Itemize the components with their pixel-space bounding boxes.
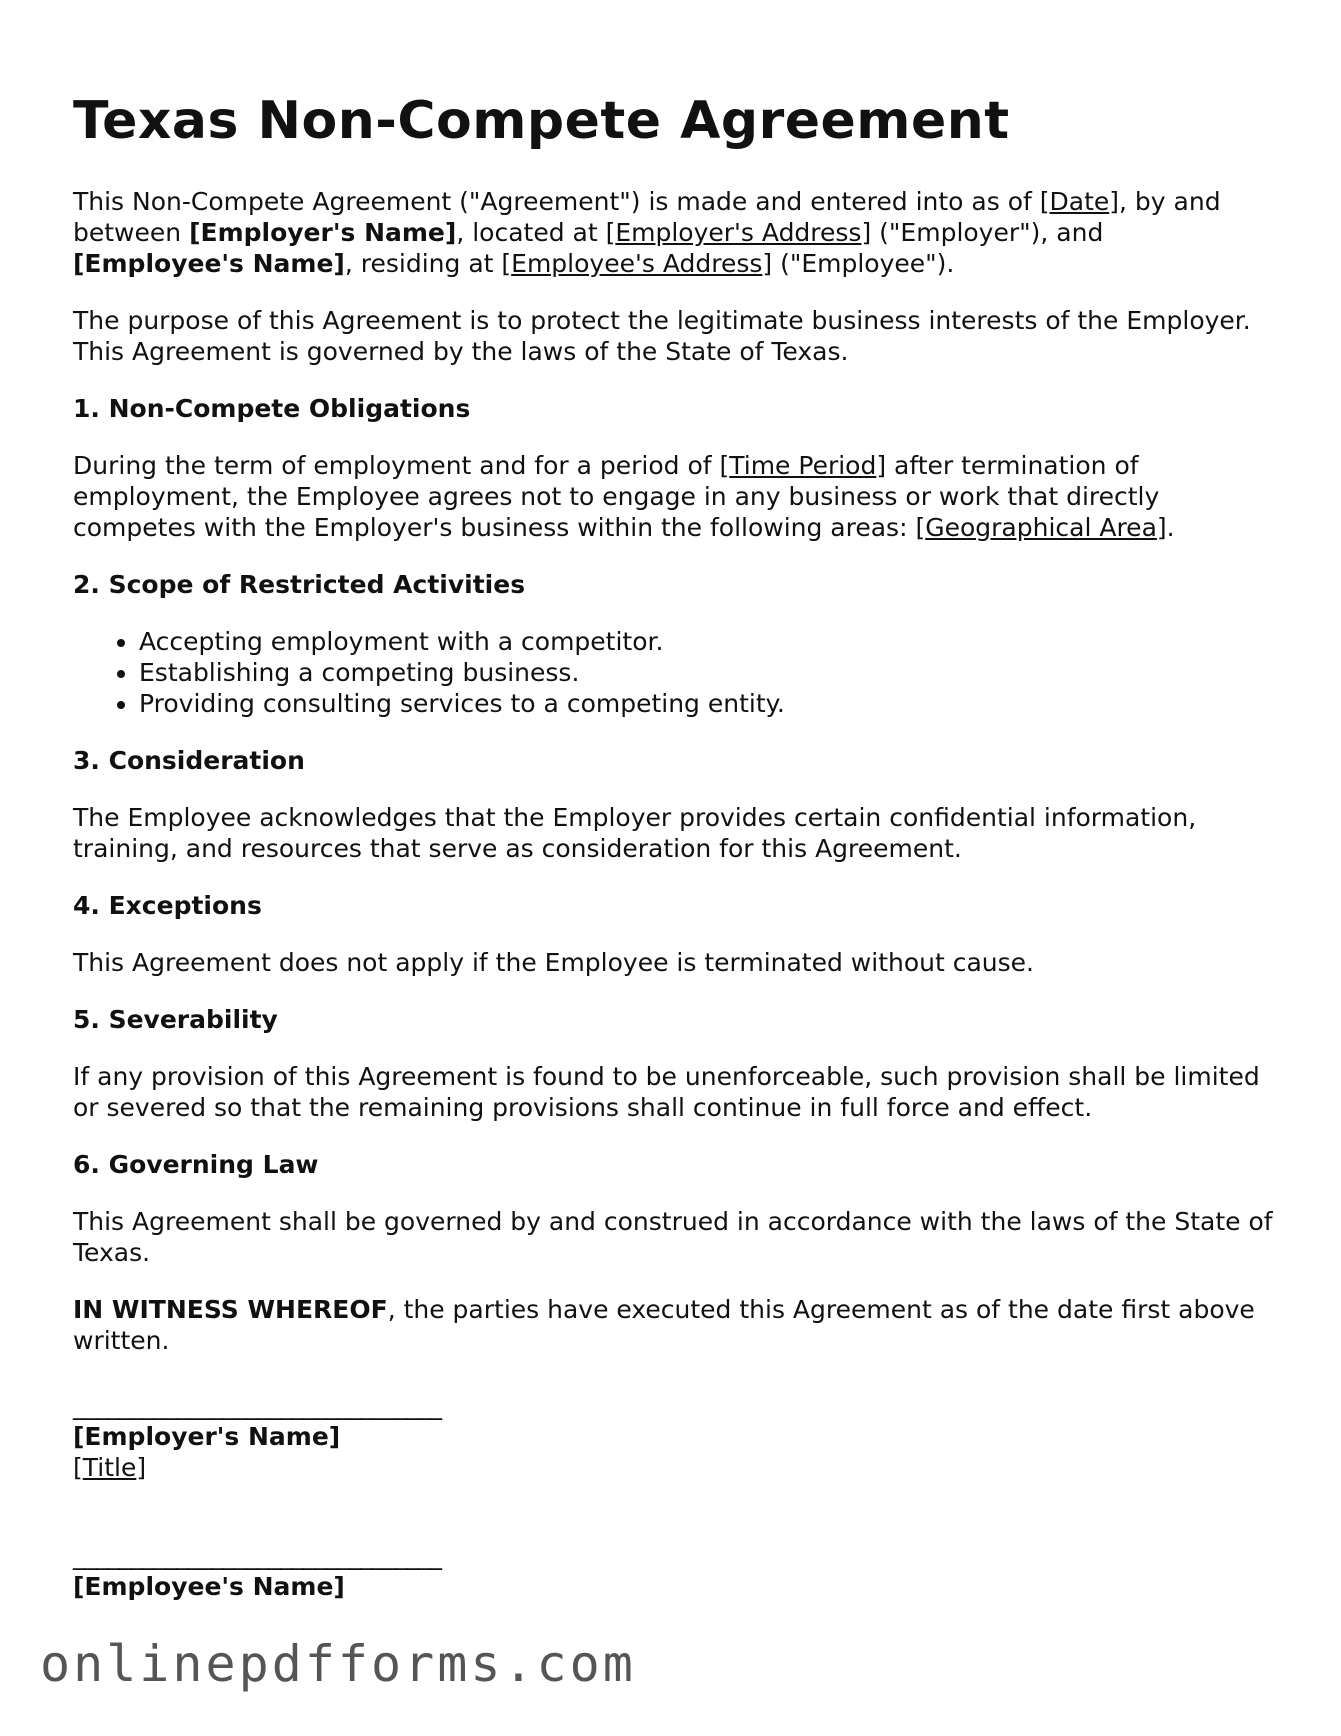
employee-name-placeholder: [Employee's Name] xyxy=(73,248,345,278)
s1-text-1: During the term of employment and for a period of [ xyxy=(73,450,730,480)
list-item: • Accepting employment with a competitor. xyxy=(139,626,1273,657)
s1-text-3: ]. xyxy=(1156,512,1175,542)
witness-paragraph xyxy=(73,1294,1273,1356)
time-period-placeholder: Time Period xyxy=(729,450,877,480)
title-close-bracket: ] xyxy=(136,1452,147,1482)
employee-address-placeholder: Employee's Address xyxy=(511,248,763,278)
intro-text-5: , residing at [ xyxy=(344,248,512,278)
intro-text-4: ] ("Employer"), and xyxy=(861,217,1104,247)
employer-signature-name: [Employer's Name] xyxy=(73,1421,341,1451)
section-3-body: The Employee acknowledges that the Employer provides certain confidential information, training, and resources that serve as consideration for this Agreement. xyxy=(73,802,1197,863)
title-placeholder: Title xyxy=(82,1452,137,1482)
witness-text: , the parties have executed this Agreement as of the date first above written. xyxy=(73,1294,1255,1355)
section-6-body: This Agreement shall be governed by and construed in accordance with the laws of the State of Texas. xyxy=(73,1206,1273,1267)
watermark: onlinepdfforms.com xyxy=(40,1635,636,1693)
restricted-activities-list xyxy=(73,626,1273,719)
list-item: • Establishing a competing business. xyxy=(139,657,1273,688)
employer-address-placeholder: Employer's Address xyxy=(615,217,862,247)
employer-name-placeholder: [Employer's Name] xyxy=(189,217,457,247)
intro-text-1: This Non-Compete Agreement ("Agreement") is made and entered into as of [ xyxy=(73,186,1050,216)
s1-text-2: ] after termination of employment, the Employee agrees not to engage in any business or work that directly competes with the Employer's business within the following areas: [ xyxy=(73,450,1160,542)
employer-signature-block xyxy=(73,1390,1273,1483)
section-4-heading: 4. Exceptions xyxy=(73,890,262,920)
section-4-body: This Agreement does not apply if the Employee is terminated without cause. xyxy=(73,947,1034,977)
intro-text-3: , located at [ xyxy=(456,217,616,247)
section-6-heading: 6. Governing Law xyxy=(73,1149,319,1179)
date-placeholder: Date xyxy=(1049,186,1110,216)
intro-text-2: ], by and between xyxy=(73,186,1221,247)
employee-signature-block xyxy=(73,1540,1273,1602)
employer-signature-line: ________________________________ xyxy=(73,1390,441,1420)
title-open-bracket: [ xyxy=(73,1452,83,1482)
section-1-body xyxy=(73,450,1273,543)
section-5-body: If any provision of this Agreement is found to be unenforceable, such provision shall be limited or severed so that the remaining provisions shall continue in full force and effect. xyxy=(73,1061,1260,1122)
document-page xyxy=(73,92,1273,1602)
section-1-heading: 1. Non-Compete Obligations xyxy=(73,393,471,423)
employer-title xyxy=(73,1452,1273,1483)
section-5-heading: 5. Severability xyxy=(73,1004,278,1034)
employee-signature-line: ________________________________ xyxy=(73,1540,441,1570)
section-3-heading: 3. Consideration xyxy=(73,745,305,775)
document-title: Texas Non-Compete Agreement xyxy=(73,91,1010,151)
list-item: • Providing consulting services to a competing entity. xyxy=(139,688,1273,719)
geographical-area-placeholder: Geographical Area xyxy=(925,512,1157,542)
section-2-heading: 2. Scope of Restricted Activities xyxy=(73,569,526,599)
purpose-paragraph: The purpose of this Agreement is to protect the legitimate business interests of the Employer. This Agreement is governed by the laws of the State of Texas. xyxy=(73,305,1251,366)
witness-bold: IN WITNESS WHEREOF xyxy=(73,1294,388,1324)
intro-text-6: ] ("Employee"). xyxy=(762,248,955,278)
employee-signature-name: [Employee's Name] xyxy=(73,1571,345,1601)
intro-paragraph xyxy=(73,186,1273,279)
